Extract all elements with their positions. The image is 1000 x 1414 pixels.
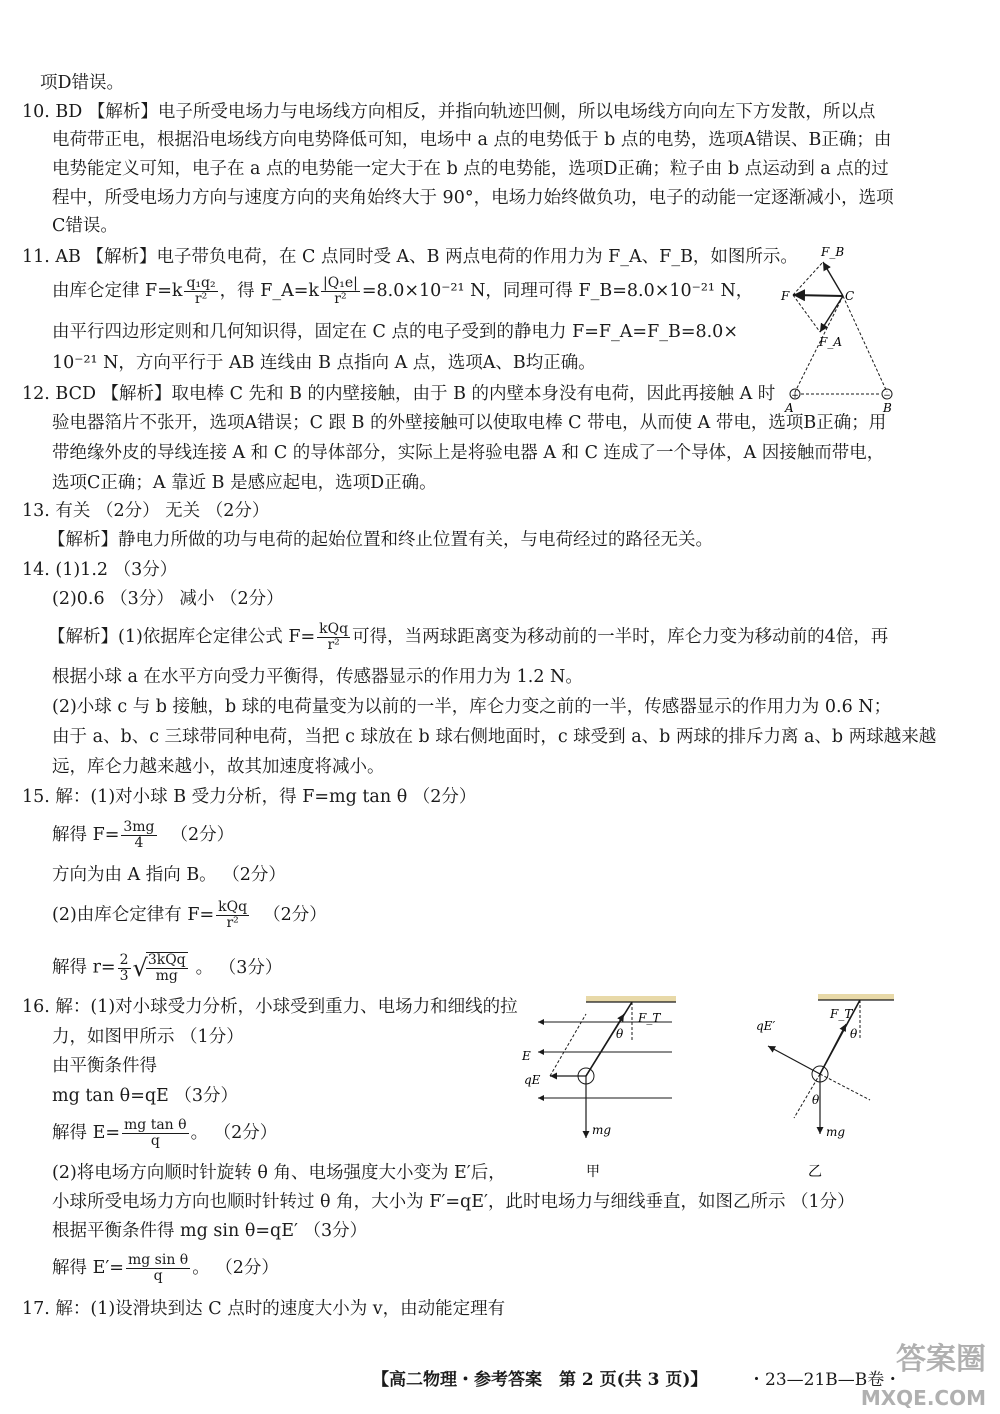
denominator: mg bbox=[155, 968, 178, 984]
label-E: E bbox=[522, 1049, 531, 1063]
numerator: kQq bbox=[218, 899, 248, 915]
formula-text: （2分） bbox=[263, 905, 327, 925]
text-line: 选项C正确；A 靠近 B 是感应起电，选项D正确。 bbox=[52, 473, 437, 493]
text-line: 13. 有关 （2分） 无关 （2分） bbox=[22, 501, 270, 521]
fraction bbox=[121, 820, 156, 851]
fraction bbox=[118, 953, 131, 984]
formula-line bbox=[52, 1253, 279, 1284]
formula-line bbox=[52, 276, 753, 307]
formula-text: 解得 r= bbox=[52, 957, 116, 978]
denominator: q bbox=[150, 1133, 160, 1149]
label-qE: qE bbox=[524, 1073, 541, 1087]
numerator: 3kQq bbox=[147, 952, 186, 968]
dashed-line bbox=[793, 295, 820, 332]
text-line: (2)0.6 （3分） 减小 （2分） bbox=[52, 589, 284, 609]
formula-text: 解得 E= bbox=[52, 1123, 121, 1143]
denominator: q bbox=[153, 1268, 163, 1284]
tension-arrow bbox=[586, 1014, 624, 1076]
numerator: 3mg bbox=[123, 819, 155, 835]
numerator: |Q₁e| bbox=[323, 275, 358, 291]
formula-text: 由库仑定律 F=k bbox=[52, 281, 183, 301]
text-line: 17. 解：(1)设滑块到达 C 点时的速度大小为 v，由动能定理有 bbox=[22, 1299, 506, 1319]
text-line: C错误。 bbox=[52, 216, 118, 236]
text-line: 由于 a、b、c 三球带同种电荷，当把 c 球放在 b 球右侧地面时，c 球受到 a、b 两球的排斥力离 a、b 两球越来越 bbox=[52, 727, 937, 747]
numerator: q₁q₂ bbox=[186, 275, 216, 291]
label-mg: mg bbox=[592, 1123, 612, 1137]
formula-text: 解得 E′= bbox=[52, 1258, 124, 1278]
label-FB: F_B bbox=[821, 245, 845, 259]
label-theta: θ bbox=[850, 1027, 858, 1041]
fraction bbox=[146, 952, 188, 984]
text-line: mg tan θ=qE （3分） bbox=[52, 1086, 239, 1106]
text-line: (2)小球 c 与 b 接触，b 球的电荷量变为以前的一半，库仑力变之前的一半，传感器显示的作用力为 0.6 N； bbox=[52, 697, 892, 717]
formula-text: ，得 F_A=k bbox=[219, 281, 320, 301]
caption-yi: 乙 bbox=[808, 1164, 822, 1180]
formula-text: 可得，当两球距离变为移动前的一半时，库仑力变为移动前的4倍，再 bbox=[352, 627, 889, 647]
tension-arrow bbox=[820, 1024, 846, 1074]
text-line: 项D错误。 bbox=[40, 73, 125, 93]
text-line: 由平行四边形定则和几何知识得，固定在 C 点的电子受到的静电力 F=F_A=F_B=8.0× bbox=[52, 322, 738, 342]
formula-line bbox=[48, 622, 888, 653]
dashed-line bbox=[550, 1014, 586, 1076]
label-qEp: qE′ bbox=[756, 1019, 776, 1033]
text-line: 力，如图甲所示 （1分） bbox=[52, 1027, 244, 1047]
fraction bbox=[122, 1118, 189, 1149]
force-arrow-FB bbox=[823, 262, 843, 296]
plus-sign: + bbox=[791, 391, 799, 401]
fraction bbox=[216, 900, 249, 931]
text-line: 根据小球 a 在水平方向受力平衡得，传感器显示的作用力为 1.2 N。 bbox=[52, 667, 583, 687]
force-arrow-FA bbox=[820, 296, 843, 332]
text-line: 根据平衡条件得 mg sin θ=qE′ （3分） bbox=[52, 1221, 368, 1241]
page-footer-title: 【高二物理・参考答案 第 2 页(共 3 页)】 bbox=[372, 1370, 708, 1390]
formula-text: 【解析】(1)依据库仑定律公式 F= bbox=[48, 627, 316, 647]
formula-line bbox=[52, 952, 282, 984]
denominator: 3 bbox=[119, 967, 129, 984]
fraction bbox=[317, 622, 350, 653]
formula-text: 。 （3分） bbox=[195, 957, 283, 978]
label-A: A bbox=[785, 401, 794, 415]
denominator: r² bbox=[194, 291, 208, 307]
text-line: 12. BCD 【解析】取电棒 C 先和 B 的内壁接触，由于 B 的内壁本身没有电荷，因此再接触 A 时 bbox=[22, 384, 776, 404]
fraction bbox=[126, 1253, 190, 1284]
formula-text: 解得 F= bbox=[52, 825, 120, 845]
numerator: kQq bbox=[319, 621, 349, 637]
text-line: 15. 解：(1)对小球 B 受力分析，得 F=mg tan θ （2分） bbox=[22, 787, 477, 807]
label-theta: θ bbox=[812, 1093, 820, 1107]
force-arrow-F bbox=[793, 295, 843, 296]
text-line: 16. 解：(1)对小球受力分析，小球受到重力、电场力和细线的拉 bbox=[22, 997, 518, 1017]
numerator: mg tan θ bbox=[124, 1117, 187, 1133]
formula-text: （2分） bbox=[170, 825, 235, 845]
denominator: r² bbox=[334, 291, 347, 307]
formula-line bbox=[52, 820, 234, 851]
label-theta: θ bbox=[616, 1027, 624, 1041]
label-C: C bbox=[845, 289, 855, 303]
text-line: 带绝缘外皮的导线连接 A 和 C 的导体部分，实际上是将验电器 A 和 C 连成了一个导体，A 因接触而带电， bbox=[52, 443, 885, 463]
dashed-line bbox=[843, 296, 887, 392]
text-line: 由平衡条件得 bbox=[52, 1056, 157, 1076]
minus-sign: − bbox=[883, 391, 891, 401]
text-line: 【解析】静电力所做的功与电荷的起始位置和终止位置有关，与电荷经过的路径无关。 bbox=[48, 530, 713, 550]
text-line: 11. AB 【解析】电子带负电荷，在 C 点同时受 A、B 两点电荷的作用力为 F_A、F_B，如图所示。 bbox=[22, 247, 798, 267]
label-FA: F_A bbox=[819, 335, 842, 349]
formula-line bbox=[52, 1118, 277, 1149]
text-line: 方向为由 A 指向 B。 （2分） bbox=[52, 865, 286, 885]
text-line: 远，库仑力越来越小，故其加速度将减小。 bbox=[52, 757, 385, 777]
text-line: 验电器箔片不张开，选项A错误；C 跟 B 的外壁接触可以使取电棒 C 带电，从而使 A 带电，选项B正确；用 bbox=[52, 413, 887, 433]
caption-jia: 甲 bbox=[586, 1164, 600, 1180]
denominator: r² bbox=[327, 637, 340, 653]
force-diagram-jia bbox=[520, 990, 680, 1190]
formula-text: (2)由库仑定律有 F= bbox=[52, 905, 215, 925]
dashed-line bbox=[793, 262, 823, 295]
numerator: 2 bbox=[119, 951, 129, 968]
electric-force-arrow bbox=[768, 1046, 820, 1074]
formula-text: 。 （2分） bbox=[190, 1123, 278, 1143]
label-FT: F_T bbox=[830, 1007, 853, 1021]
denominator: 4 bbox=[134, 835, 144, 851]
denominator: r² bbox=[226, 915, 239, 931]
label-mg: mg bbox=[826, 1125, 846, 1139]
sqrt-icon: √ bbox=[132, 954, 148, 982]
label-FT: F_T bbox=[638, 1011, 661, 1025]
label-B: B bbox=[883, 401, 892, 415]
force-diagram-q11 bbox=[775, 240, 895, 415]
text-line: (2)将电场方向顺时针旋转 θ 角、电场强度大小变为 E′后， bbox=[52, 1163, 506, 1183]
text-line: 14. (1)1.2 （3分） bbox=[22, 560, 178, 580]
watermark-logo: 答案圈 bbox=[896, 1342, 986, 1377]
formula-text: =8.0×10⁻²¹ N，同理可得 F_B=8.0×10⁻²¹ N， bbox=[361, 281, 754, 301]
page-footer-code: ・23—21B—B卷・ bbox=[748, 1370, 902, 1390]
formula-text: 。 （2分） bbox=[192, 1258, 279, 1278]
text-line: 电势能定义可知，电子在 a 点的电势能一定大于在 b 点的电势能，选项D正确；粒子由 b 点运动到 a 点的过 bbox=[52, 159, 889, 179]
text-line: 电荷带正电，根据沿电场线方向电势降低可知，电场中 a 点的电势低于 b 点的电势，选项A错误、B正确；由 bbox=[52, 130, 892, 150]
force-diagram-yi bbox=[750, 990, 900, 1190]
watermark-url: MXQE.COM bbox=[860, 1386, 986, 1410]
label-F: F bbox=[781, 289, 790, 303]
numerator: mg sin θ bbox=[127, 1252, 189, 1268]
ceiling bbox=[818, 994, 894, 1000]
text-line: 程中，所受电场力方向与速度方向的夹角始终大于 90°，电场力始终做负功，电子的动能一定逐渐减小，选项 bbox=[52, 188, 894, 208]
fraction bbox=[321, 276, 360, 307]
formula-line bbox=[52, 900, 327, 931]
ceiling bbox=[586, 996, 676, 1002]
fraction bbox=[184, 276, 217, 307]
text-line: 小球所受电场力方向也顺时针转过 θ 角，大小为 F′=qE′，此时电场力与细线垂直，如图乙所示 （1分） bbox=[52, 1192, 855, 1212]
text-line: 10⁻²¹ N，方向平行于 AB 连线由 B 点指向 A 点，选项A、B均正确。 bbox=[52, 353, 596, 373]
text-line: 10. BD 【解析】电子所受电场力与电场线方向相反，并指向轨迹凹侧，所以电场线方向向左下方发散，所以点 bbox=[22, 102, 876, 122]
